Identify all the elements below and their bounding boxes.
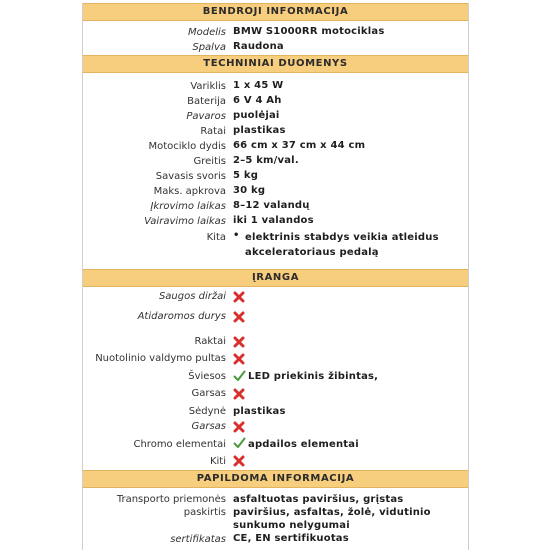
doors-label: Atidaromos durys xyxy=(137,311,226,322)
section-header-technical: TECHNINIAI DUOMENYS xyxy=(83,55,468,73)
sound-label: Garsas xyxy=(191,388,226,399)
keys-label: Raktai xyxy=(194,336,226,347)
section-header-additional: PAPILDOMA INFORMACIJA xyxy=(83,470,468,488)
size-value: 66 cm x 37 cm x 44 cm xyxy=(233,140,366,151)
battery-label: Baterija xyxy=(187,96,226,107)
charge-time-value: 8–12 valandų xyxy=(233,200,310,211)
speed-label: Greitis xyxy=(193,156,226,167)
product-spec-table xyxy=(82,3,469,550)
section-header-general: BENDROJI INFORMACIJA xyxy=(83,3,468,21)
certificate-label: sertifikatas xyxy=(170,534,226,545)
other-equipment-label: Kiti xyxy=(209,456,226,467)
model-value: BMW S1000RR motociklas xyxy=(233,26,385,37)
lights-value: LED priekinis žibintas, xyxy=(248,371,379,382)
cross-icon xyxy=(233,388,245,400)
wheels-value: plastikas xyxy=(233,125,286,136)
charge-time-label: Įkrovimo laikas xyxy=(150,201,226,212)
cross-icon xyxy=(233,311,245,323)
purpose-value: asfaltuotas paviršius, grįstas paviršius, asfaltas, žolė, vidutinio sunkumo nelygumai xyxy=(233,494,431,531)
cross-icon xyxy=(233,291,245,303)
chrome-label: Chromo elementai xyxy=(133,439,226,450)
sound-label-2: Garsas xyxy=(191,421,226,432)
color-value: Raudona xyxy=(233,41,284,52)
remote-label: Nuotolinio valdymo pultas xyxy=(95,353,226,364)
seat-label: Sėdynė xyxy=(188,406,226,417)
check-icon xyxy=(233,370,246,382)
section-header-equipment: ĮRANGA xyxy=(83,269,468,287)
drive-time-value: iki 1 valandos xyxy=(233,215,314,226)
check-icon xyxy=(233,437,246,449)
battery-value: 6 V 4 Ah xyxy=(233,95,282,106)
cross-icon xyxy=(233,336,245,348)
weight-value: 5 kg xyxy=(233,170,259,181)
cross-icon xyxy=(233,421,245,433)
purpose-label-line1: Transporto priemonės xyxy=(116,494,226,505)
gears-label: Pavaros xyxy=(186,111,226,122)
gears-value: puolėjai xyxy=(233,110,280,121)
engine-value: 1 x 45 W xyxy=(233,80,284,91)
certificate-value: CE, EN sertifikuotas xyxy=(233,533,349,544)
cross-icon xyxy=(233,455,245,467)
maxload-label: Maks. apkrova xyxy=(153,186,226,197)
other-value: elektrinis stabdys veikia atleidus akceleratoriaus pedalą xyxy=(245,232,439,258)
engine-label: Variklis xyxy=(190,81,226,92)
other-label: Kita xyxy=(206,232,226,243)
size-label: Motociklo dydis xyxy=(148,141,226,152)
color-label: Spalva xyxy=(192,42,226,53)
other-bullet: • xyxy=(233,230,240,241)
speed-value: 2–5 km/val. xyxy=(233,155,299,166)
seat-value: plastikas xyxy=(233,406,286,417)
maxload-value: 30 kg xyxy=(233,185,266,196)
purpose-label-line2: paskirtis xyxy=(183,507,226,518)
lights-label: Šviesos xyxy=(188,371,226,382)
weight-label: Savasis svoris xyxy=(155,171,226,182)
cross-icon xyxy=(233,353,245,365)
model-label: Modelis xyxy=(187,27,226,38)
wheels-label: Ratai xyxy=(200,126,226,137)
drive-time-label: Vairavimo laikas xyxy=(144,216,226,227)
seat-belts-label: Saugos diržai xyxy=(158,291,226,302)
chrome-value: apdailos elementai xyxy=(248,439,359,450)
